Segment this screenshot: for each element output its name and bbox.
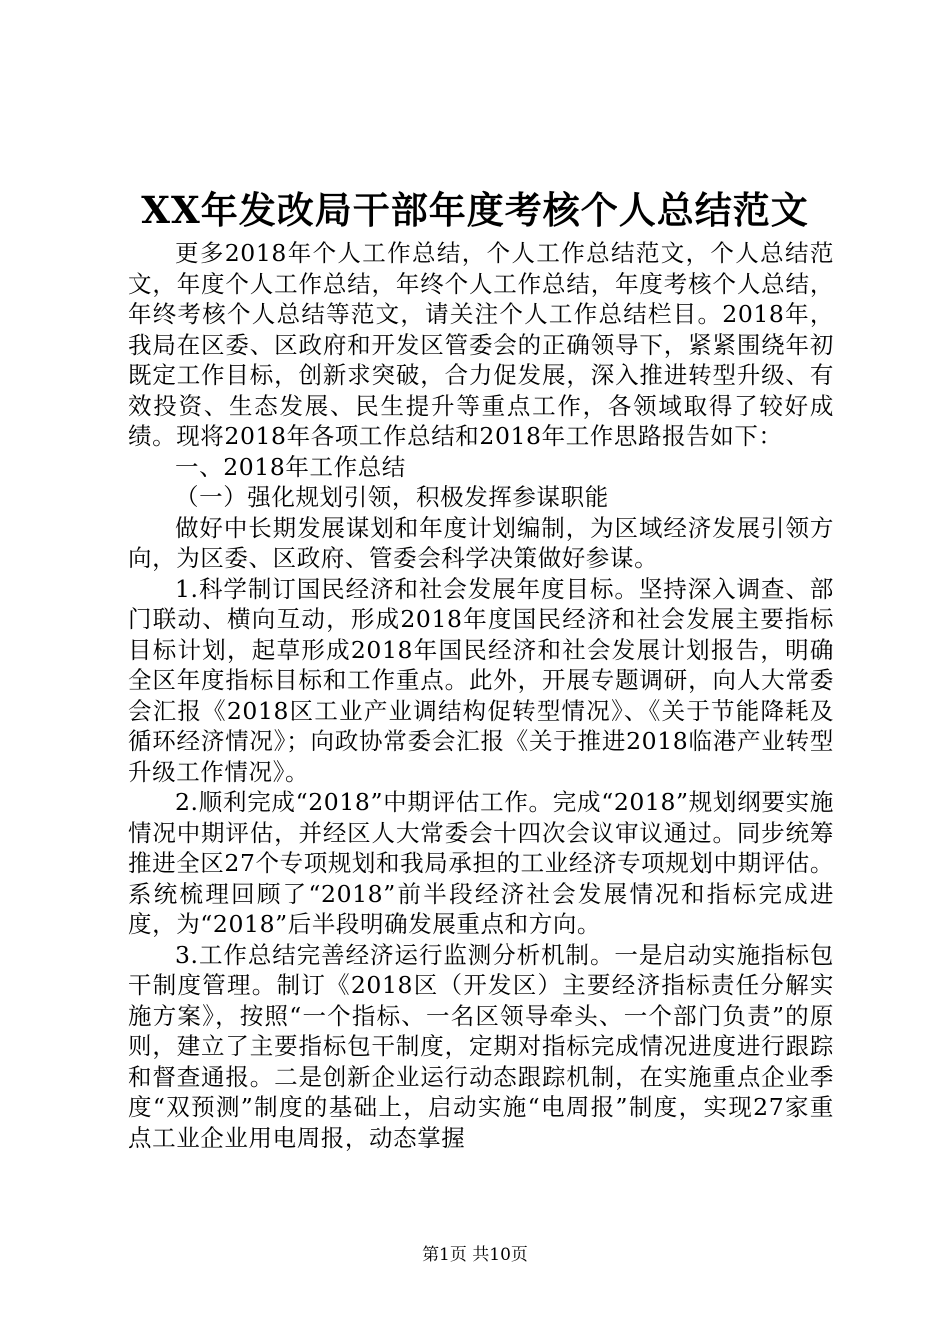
body-paragraph: 3.工作总结完善经济运行监测分析机制。一是启动实施指标包干制度管理。制订《2018区（开发区）主要经济指标责任分解实施方案》，按照“一个指标、一名区领导牵头、一个部门负责”的原则，建立了主要指标包干制度，定期对指标完成情况进度进行跟踪和督查通报。二是创新企业运行动态跟踪机制，在实施重点企业季度“双预测”制度的基础上，启动实施“电周报”制度，实现27家重点工业企业用电周报，动态掌握 [128, 940, 834, 1152]
page-number-footer: 第1页 共10页 [422, 1245, 528, 1265]
body-paragraph: 做好中长期发展谋划和年度计划编制，为区域经济发展引领方向，为区委、区政府、管委会科学决策做好参谋。 [128, 513, 834, 572]
document-title: XX年发改局干部年度考核个人总结范文 [141, 188, 809, 232]
subsection-heading: （一）强化规划引领，积极发挥参谋职能 [175, 483, 609, 511]
document-body [128, 238, 834, 1153]
section-heading: 一、2018年工作总结 [175, 452, 406, 481]
body-paragraph: 1.科学制订国民经济和社会发展年度目标。坚持深入调查、部门联动、横向互动，形成2018年度国民经济和社会发展主要指标目标计划，起草形成2018年国民经济和社会发展计划报告，明确全区年度指标目标和工作重点。此外，开展专题调研，向人大常委会汇报《2018区工业产业调结构促转型情况》、《关于节能降耗及循环经济情况》；向政协常委会汇报《关于推进2018临港产业转型升级工作情况》。 [128, 574, 834, 786]
intro-paragraph: 更多2018年个人工作总结，个人工作总结范文，个人总结范文，年度个人工作总结，年终个人工作总结，年度考核个人总结，年终考核个人总结等范文，请关注个人工作总结栏目。2018年，我局在区委、区政府和开发区管委会的正确领导下，紧紧围绕年初既定工作目标，创新求突破，合力促发展，深入推进转型升级、有效投资、生态发展、民生提升等重点工作，各领域取得了较好成绩。现将2018年各项工作总结和2018年工作思路报告如下： [128, 239, 834, 450]
body-paragraph: 2.顺利完成“2018”中期评估工作。完成“2018”规划纲要实施情况中期评估，并经区人大常委会十四次会议审议通过。同步统筹推进全区27个专项规划和我局承担的工业经济专项规划中期评估。系统梳理回顾了“2018”前半段经济社会发展情况和指标完成进度，为“2018”后半段明确发展重点和方向。 [128, 788, 834, 938]
